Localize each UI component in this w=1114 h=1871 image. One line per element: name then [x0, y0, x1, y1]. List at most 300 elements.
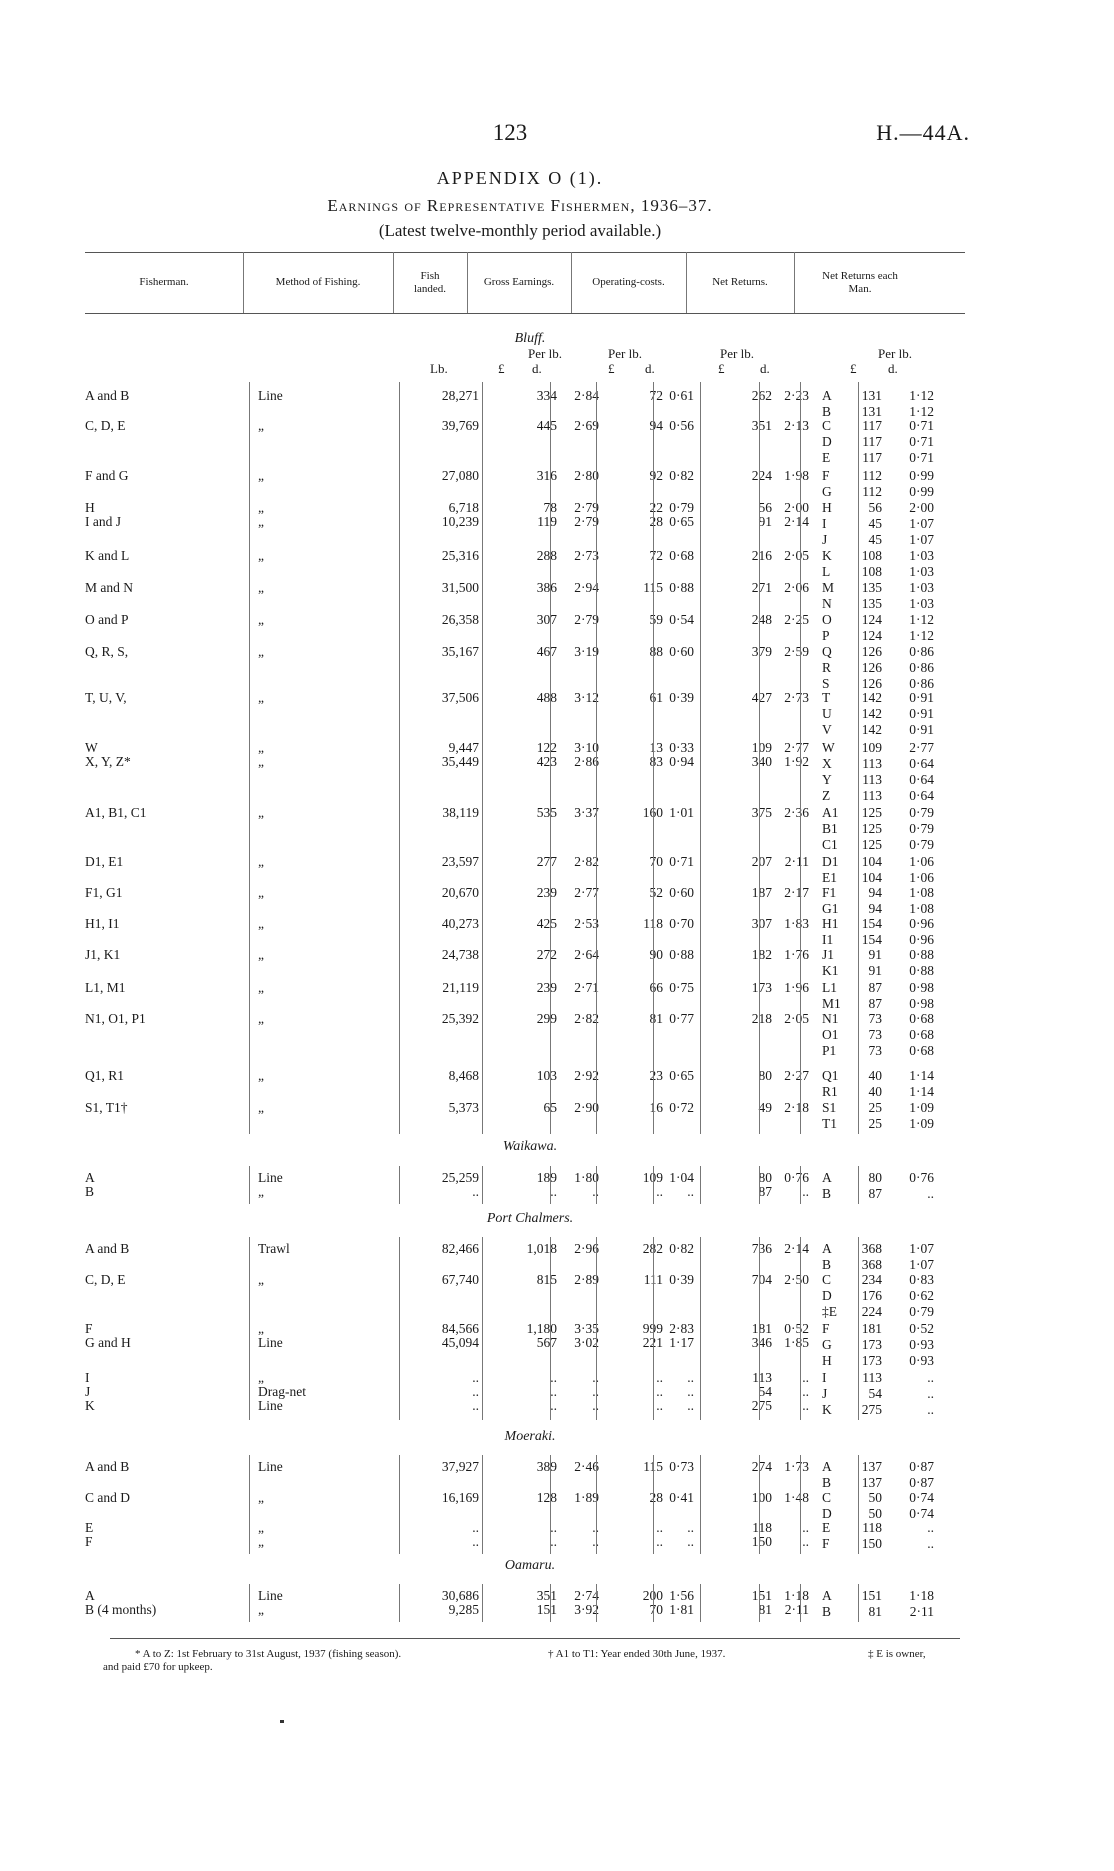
man-net-pounds: 94	[868, 885, 882, 900]
man-net-pounds: 137	[861, 1459, 882, 1474]
man-label: T1	[822, 1116, 837, 1131]
fisherman-name: A	[85, 1170, 95, 1185]
column-divider	[653, 1584, 654, 1622]
column-divider	[700, 1584, 701, 1622]
operating-costs-pounds: 115	[643, 1459, 663, 1474]
net-returns-pounds: 375	[751, 805, 772, 820]
net-returns-per-lb: 2·59	[784, 644, 809, 659]
unit-per-lb: Per lb.	[720, 346, 754, 361]
net-returns-pounds: 91	[758, 514, 772, 529]
column-header-gross-earnings: Gross Earnings.	[483, 276, 555, 288]
net-returns-per-lb: 2·11	[784, 1602, 809, 1617]
gross-earnings-pounds: ..	[550, 1370, 557, 1385]
fish-landed-lb: 10,239	[441, 514, 479, 529]
man-label: ‡E	[822, 1304, 837, 1319]
header-divider	[393, 252, 394, 313]
column-header-operating-costs: Operating-costs.	[592, 276, 665, 288]
man-net-pounds: 125	[861, 837, 882, 852]
man-label: S1	[822, 1100, 837, 1115]
net-returns-per-lb: 1·73	[784, 1459, 809, 1474]
net-returns-pounds: 49	[758, 1100, 772, 1115]
fisherman-name: E	[85, 1520, 94, 1535]
man-net-pounds: 50	[868, 1506, 882, 1521]
operating-costs-per-lb: 1·17	[669, 1335, 694, 1350]
operating-costs-per-lb: 0·70	[669, 916, 694, 931]
net-returns-pounds: 275	[751, 1398, 772, 1413]
operating-costs-per-lb: 0·33	[669, 740, 694, 755]
net-returns-per-lb: 2·77	[784, 740, 809, 755]
fisherman-name: A and B	[85, 388, 130, 403]
man-label: B1	[822, 821, 838, 836]
man-label: Z	[822, 788, 831, 803]
column-divider	[399, 1166, 400, 1204]
man-label: A	[822, 1241, 832, 1256]
net-returns-pounds: 274	[751, 1459, 772, 1474]
man-label: G	[822, 1337, 832, 1352]
net-returns-per-lb: 1·92	[784, 754, 809, 769]
operating-costs-pounds: 70	[649, 1602, 663, 1617]
net-returns-per-lb: 0·76	[784, 1170, 809, 1185]
net-returns-pounds: 704	[751, 1272, 772, 1287]
section-heading: Oamaru.	[504, 1558, 556, 1573]
fisherman-name: A and B	[85, 1241, 130, 1256]
man-net-per-lb: 0·71	[909, 434, 934, 449]
man-net-pounds: 126	[861, 676, 882, 691]
section-heading: Waikawa.	[502, 1139, 558, 1154]
fishing-method: „	[258, 980, 264, 995]
gross-earnings-per-lb: 2·46	[574, 1459, 599, 1474]
net-returns-per-lb: 2·36	[784, 805, 809, 820]
footnote-dagger: † A1 to T1: Year ended 30th June, 1937.	[548, 1648, 726, 1660]
net-returns-per-lb: ..	[802, 1398, 809, 1413]
operating-costs-pounds: 22	[649, 500, 663, 515]
fishing-method: „	[258, 468, 264, 483]
man-net-per-lb: 1·03	[909, 580, 934, 595]
net-returns-per-lb: 1·83	[784, 916, 809, 931]
gross-earnings-pounds: 386	[536, 580, 557, 595]
column-divider	[399, 382, 400, 1134]
man-net-per-lb: 1·07	[909, 516, 934, 531]
man-label: M	[822, 580, 835, 595]
section-heading: Port Chalmers.	[486, 1211, 574, 1226]
man-net-per-lb: 0·96	[909, 932, 934, 947]
man-net-per-lb: 1·07	[909, 532, 934, 547]
fisherman-name: L1, M1	[85, 980, 126, 995]
footnote-rule	[110, 1638, 960, 1639]
man-net-pounds: 56	[868, 500, 882, 515]
gross-earnings-pounds: 1,018	[526, 1241, 557, 1256]
operating-costs-pounds: 200	[642, 1588, 663, 1603]
gross-earnings-pounds: 299	[536, 1011, 557, 1026]
gross-earnings-per-lb: 2·82	[574, 1011, 599, 1026]
man-net-per-lb: 0·68	[909, 1027, 934, 1042]
net-returns-pounds: 216	[751, 548, 772, 563]
unit-pound: £	[498, 361, 505, 376]
fish-landed-lb: 31,500	[441, 580, 479, 595]
column-divider	[596, 382, 597, 1134]
net-returns-per-lb: 1·98	[784, 468, 809, 483]
net-returns-per-lb: 2·50	[784, 1272, 809, 1287]
man-net-per-lb: 1·12	[909, 388, 934, 403]
gross-earnings-pounds: 815	[536, 1272, 557, 1287]
column-divider	[596, 1584, 597, 1622]
man-net-pounds: 81	[868, 1604, 882, 1619]
operating-costs-pounds: 52	[649, 885, 663, 900]
fish-landed-lb: 23,597	[441, 854, 479, 869]
gross-earnings-per-lb: ..	[592, 1184, 599, 1199]
operating-costs-per-lb: 1·81	[669, 1602, 694, 1617]
fisherman-name: Q1, R1	[85, 1068, 125, 1083]
man-label: J1	[822, 947, 835, 962]
gross-earnings-per-lb: 2·92	[574, 1068, 599, 1083]
man-net-pounds: 91	[868, 947, 882, 962]
column-divider	[550, 1237, 551, 1420]
column-divider	[482, 1455, 483, 1554]
gross-earnings-per-lb: ..	[592, 1370, 599, 1385]
man-net-pounds: 73	[868, 1027, 882, 1042]
man-label: I	[822, 516, 827, 531]
fishing-method: „	[258, 1602, 264, 1617]
unit-pound: £	[608, 361, 615, 376]
man-net-per-lb: 0·76	[909, 1170, 934, 1185]
net-returns-per-lb: 2·25	[784, 612, 809, 627]
net-returns-pounds: 262	[751, 388, 772, 403]
operating-costs-pounds: ..	[656, 1398, 663, 1413]
net-returns-per-lb: 2·13	[784, 418, 809, 433]
gross-earnings-per-lb: 1·80	[574, 1170, 599, 1185]
man-label: F1	[822, 885, 837, 900]
operating-costs-per-lb: 0·88	[669, 947, 694, 962]
column-divider	[249, 1584, 250, 1622]
page-number: 123	[492, 120, 528, 145]
net-returns-pounds: 87	[758, 1184, 772, 1199]
man-net-pounds: 124	[861, 628, 882, 643]
gross-earnings-per-lb: 2·74	[574, 1588, 599, 1603]
gross-earnings-per-lb: ..	[592, 1384, 599, 1399]
man-net-pounds: 109	[861, 740, 882, 755]
fish-landed-lb: 9,447	[448, 740, 479, 755]
net-returns-per-lb: 2·14	[784, 514, 809, 529]
man-net-per-lb: ..	[927, 1402, 934, 1417]
man-label: I1	[822, 932, 834, 947]
operating-costs-pounds: ..	[656, 1184, 663, 1199]
net-returns-pounds: 181	[751, 1321, 772, 1336]
fishing-method: „	[258, 947, 264, 962]
man-label: N	[822, 596, 832, 611]
man-label: N1	[822, 1011, 839, 1026]
operating-costs-per-lb: 0·82	[669, 1241, 694, 1256]
man-net-pounds: 91	[868, 963, 882, 978]
column-divider	[858, 1237, 859, 1420]
man-net-per-lb: 1·08	[909, 901, 934, 916]
fisherman-name: J	[85, 1384, 91, 1399]
column-header-net-returns: Net Returns.	[712, 276, 768, 288]
gross-earnings-pounds: 239	[536, 980, 557, 995]
gross-earnings-per-lb: 2·79	[574, 514, 599, 529]
fisherman-name: W	[85, 740, 98, 755]
gross-earnings-per-lb: 2·96	[574, 1241, 599, 1256]
column-divider	[653, 1166, 654, 1204]
man-label: F	[822, 1536, 830, 1551]
operating-costs-pounds: 115	[643, 580, 663, 595]
man-net-per-lb: 0·91	[909, 722, 934, 737]
fishing-method: „	[258, 916, 264, 931]
man-net-per-lb: 0·99	[909, 484, 934, 499]
fisherman-name: A and B	[85, 1459, 130, 1474]
man-label: T	[822, 690, 831, 705]
unit-pound: £	[850, 361, 857, 376]
man-net-pounds: 113	[862, 756, 882, 771]
footnote-star: * A to Z: 1st February to 31st August, 1937 (fishing season).	[135, 1648, 402, 1660]
column-divider	[759, 1237, 760, 1420]
man-net-per-lb: 0·64	[909, 772, 934, 787]
fisherman-name: I and J	[85, 514, 121, 529]
fisherman-name: K and L	[85, 548, 130, 563]
fisherman-name: A1, B1, C1	[85, 805, 147, 820]
man-net-per-lb: 0·64	[909, 788, 934, 803]
column-divider	[700, 1455, 701, 1554]
fishing-method: Line	[258, 388, 283, 403]
operating-costs-pounds: 111	[643, 1272, 663, 1287]
man-label: A1	[822, 805, 839, 820]
man-net-per-lb: 1·14	[909, 1084, 934, 1099]
operating-costs-pounds: 118	[643, 916, 663, 931]
man-label: G	[822, 484, 832, 499]
fish-landed-lb: 30,686	[441, 1588, 479, 1603]
man-label: S	[822, 676, 830, 691]
fishing-method: Trawl	[258, 1241, 290, 1256]
man-label: C1	[822, 837, 838, 852]
column-divider	[700, 1166, 701, 1204]
fish-landed-lb: ..	[472, 1520, 479, 1535]
man-net-pounds: 154	[861, 932, 882, 947]
fish-landed-lb: 40,273	[441, 916, 479, 931]
man-label: P1	[822, 1043, 837, 1058]
man-net-per-lb: 0·88	[909, 947, 934, 962]
net-returns-per-lb: 1·96	[784, 980, 809, 995]
document-reference: H.—44A.	[876, 120, 970, 145]
operating-costs-per-lb: 0·68	[669, 548, 694, 563]
net-returns-pounds: 351	[751, 418, 772, 433]
operating-costs-pounds: 70	[649, 854, 663, 869]
man-net-pounds: 368	[861, 1241, 882, 1256]
fishing-method: „	[258, 1370, 264, 1385]
column-divider	[550, 1166, 551, 1204]
man-net-pounds: 131	[861, 404, 882, 419]
operating-costs-per-lb: 2·83	[669, 1321, 694, 1336]
fishing-method: „	[258, 740, 264, 755]
operating-costs-pounds: 282	[642, 1241, 663, 1256]
fisherman-name: C, D, E	[85, 418, 126, 433]
man-net-pounds: 142	[861, 722, 882, 737]
fishing-method: „	[258, 1184, 264, 1199]
man-label: C	[822, 418, 832, 433]
man-net-pounds: 126	[861, 660, 882, 675]
man-net-pounds: 181	[861, 1321, 882, 1336]
man-net-per-lb: 0·79	[909, 837, 934, 852]
man-net-per-lb: 0·74	[909, 1506, 934, 1521]
man-net-per-lb: 0·79	[909, 821, 934, 836]
net-returns-pounds: 207	[751, 854, 772, 869]
fish-landed-lb: 37,506	[441, 690, 479, 705]
man-net-pounds: 137	[861, 1475, 882, 1490]
operating-costs-per-lb: 0·60	[669, 644, 694, 659]
man-net-pounds: 112	[862, 484, 882, 499]
net-returns-pounds: 218	[751, 1011, 772, 1026]
net-returns-pounds: 118	[752, 1520, 772, 1535]
operating-costs-per-lb: ..	[687, 1370, 694, 1385]
man-net-per-lb: 0·64	[909, 756, 934, 771]
fish-landed-lb: 39,769	[441, 418, 479, 433]
gross-earnings-per-lb: 2·94	[574, 580, 599, 595]
man-label: C	[822, 1272, 832, 1287]
net-returns-pounds: 80	[758, 1170, 772, 1185]
gross-earnings-pounds: 425	[536, 916, 557, 931]
man-net-per-lb: ..	[927, 1370, 934, 1385]
net-returns-pounds: 80	[758, 1068, 772, 1083]
man-net-per-lb: 0·71	[909, 418, 934, 433]
man-net-pounds: 25	[868, 1116, 882, 1131]
net-returns-pounds: 427	[751, 690, 772, 705]
operating-costs-pounds: 28	[649, 514, 663, 529]
column-divider	[249, 1166, 250, 1204]
column-divider	[482, 382, 483, 1134]
man-net-per-lb: 0·79	[909, 805, 934, 820]
operating-costs-per-lb: ..	[687, 1520, 694, 1535]
net-returns-per-lb: 2·00	[784, 500, 809, 515]
net-returns-per-lb: 2·05	[784, 548, 809, 563]
fishing-method: Drag-net	[258, 1384, 306, 1399]
man-net-pounds: 25	[868, 1100, 882, 1115]
man-net-per-lb: 0·62	[909, 1288, 934, 1303]
fishing-method: „	[258, 1520, 264, 1535]
fishing-method: „	[258, 885, 264, 900]
man-net-per-lb: ..	[927, 1520, 934, 1535]
column-divider	[858, 1166, 859, 1204]
man-label: B	[822, 1257, 832, 1272]
man-net-pounds: 117	[862, 418, 882, 433]
man-net-per-lb: 1·12	[909, 612, 934, 627]
gross-earnings-pounds: ..	[550, 1534, 557, 1549]
gross-earnings-per-lb: 2·79	[574, 612, 599, 627]
operating-costs-pounds: 92	[649, 468, 663, 483]
column-divider	[700, 382, 701, 1134]
net-returns-pounds: 113	[752, 1370, 772, 1385]
man-net-per-lb: 0·52	[909, 1321, 934, 1336]
fishing-method: „	[258, 1011, 264, 1026]
operating-costs-pounds: 59	[649, 612, 663, 627]
stray-mark	[280, 1720, 284, 1723]
fish-landed-lb: 16,169	[441, 1490, 479, 1505]
man-net-pounds: 73	[868, 1043, 882, 1058]
man-label: Q1	[822, 1068, 839, 1083]
gross-earnings-per-lb: 2·64	[574, 947, 599, 962]
gross-earnings-per-lb: 1·89	[574, 1490, 599, 1505]
man-net-pounds: 87	[868, 996, 882, 1011]
fishing-method: „	[258, 854, 264, 869]
operating-costs-pounds: 94	[649, 418, 663, 433]
man-net-pounds: 112	[862, 468, 882, 483]
column-divider	[399, 1237, 400, 1420]
operating-costs-per-lb: ..	[687, 1384, 694, 1399]
man-label: H	[822, 1353, 832, 1368]
fish-landed-lb: 35,167	[441, 644, 479, 659]
man-label: A	[822, 388, 832, 403]
man-net-pounds: 125	[861, 821, 882, 836]
gross-earnings-per-lb: 2·69	[574, 418, 599, 433]
man-label: B	[822, 1186, 832, 1201]
man-net-pounds: 154	[861, 916, 882, 931]
man-net-per-lb: 1·03	[909, 548, 934, 563]
net-returns-per-lb: 2·27	[784, 1068, 809, 1083]
fisherman-name: O and P	[85, 612, 129, 627]
fishing-method: „	[258, 1490, 264, 1505]
man-label: A	[822, 1170, 832, 1185]
man-net-pounds: 118	[862, 1520, 882, 1535]
man-net-per-lb: 2·00	[909, 500, 934, 515]
column-divider	[653, 382, 654, 1134]
gross-earnings-pounds: 567	[536, 1335, 557, 1350]
column-divider	[800, 1237, 801, 1420]
column-divider	[800, 1584, 801, 1622]
man-label: A	[822, 1588, 832, 1603]
gross-earnings-per-lb: 2·90	[574, 1100, 599, 1115]
column-divider	[399, 1584, 400, 1622]
fishing-method: „	[258, 418, 264, 433]
fish-landed-lb: 20,670	[441, 885, 479, 900]
fishing-method: „	[258, 690, 264, 705]
fish-landed-lb: 82,466	[441, 1241, 479, 1256]
column-divider	[399, 1455, 400, 1554]
net-returns-pounds: 81	[758, 1602, 772, 1617]
operating-costs-per-lb: 0·77	[669, 1011, 694, 1026]
fisherman-name: T, U, V,	[85, 690, 127, 705]
fishing-method: „	[258, 644, 264, 659]
fisherman-name: D1, E1	[85, 854, 124, 869]
man-net-per-lb: 1·06	[909, 854, 934, 869]
man-net-pounds: 117	[862, 434, 882, 449]
fisherman-name: F	[85, 1321, 93, 1336]
net-returns-per-lb: ..	[802, 1384, 809, 1399]
man-net-per-lb: ..	[927, 1536, 934, 1551]
operating-costs-per-lb: 0·54	[669, 612, 694, 627]
man-label: E	[822, 1520, 831, 1535]
gross-earnings-pounds: 334	[536, 388, 557, 403]
net-returns-per-lb: 2·18	[784, 1100, 809, 1115]
section-heading: Moeraki.	[504, 1429, 556, 1444]
column-divider	[653, 1237, 654, 1420]
operating-costs-pounds: 13	[649, 740, 663, 755]
man-label: Q	[822, 644, 832, 659]
column-divider	[800, 382, 801, 1134]
operating-costs-per-lb: 1·01	[669, 805, 694, 820]
fish-landed-lb: 35,449	[441, 754, 479, 769]
gross-earnings-pounds: 389	[536, 1459, 557, 1474]
man-label: I	[822, 1370, 827, 1385]
man-net-pounds: 50	[868, 1490, 882, 1505]
gross-earnings-per-lb: 2·84	[574, 388, 599, 403]
unit-per-lb: Per lb.	[878, 346, 912, 361]
man-net-per-lb: 0·93	[909, 1337, 934, 1352]
net-returns-pounds: 340	[751, 754, 772, 769]
man-label: G1	[822, 901, 839, 916]
gross-earnings-per-lb: 2·79	[574, 500, 599, 515]
operating-costs-pounds: 66	[649, 980, 663, 995]
man-label: D	[822, 1506, 832, 1521]
gross-earnings-per-lb: 3·02	[574, 1335, 599, 1350]
net-returns-pounds: 100	[751, 1490, 772, 1505]
unit-pence: d.	[645, 361, 655, 376]
